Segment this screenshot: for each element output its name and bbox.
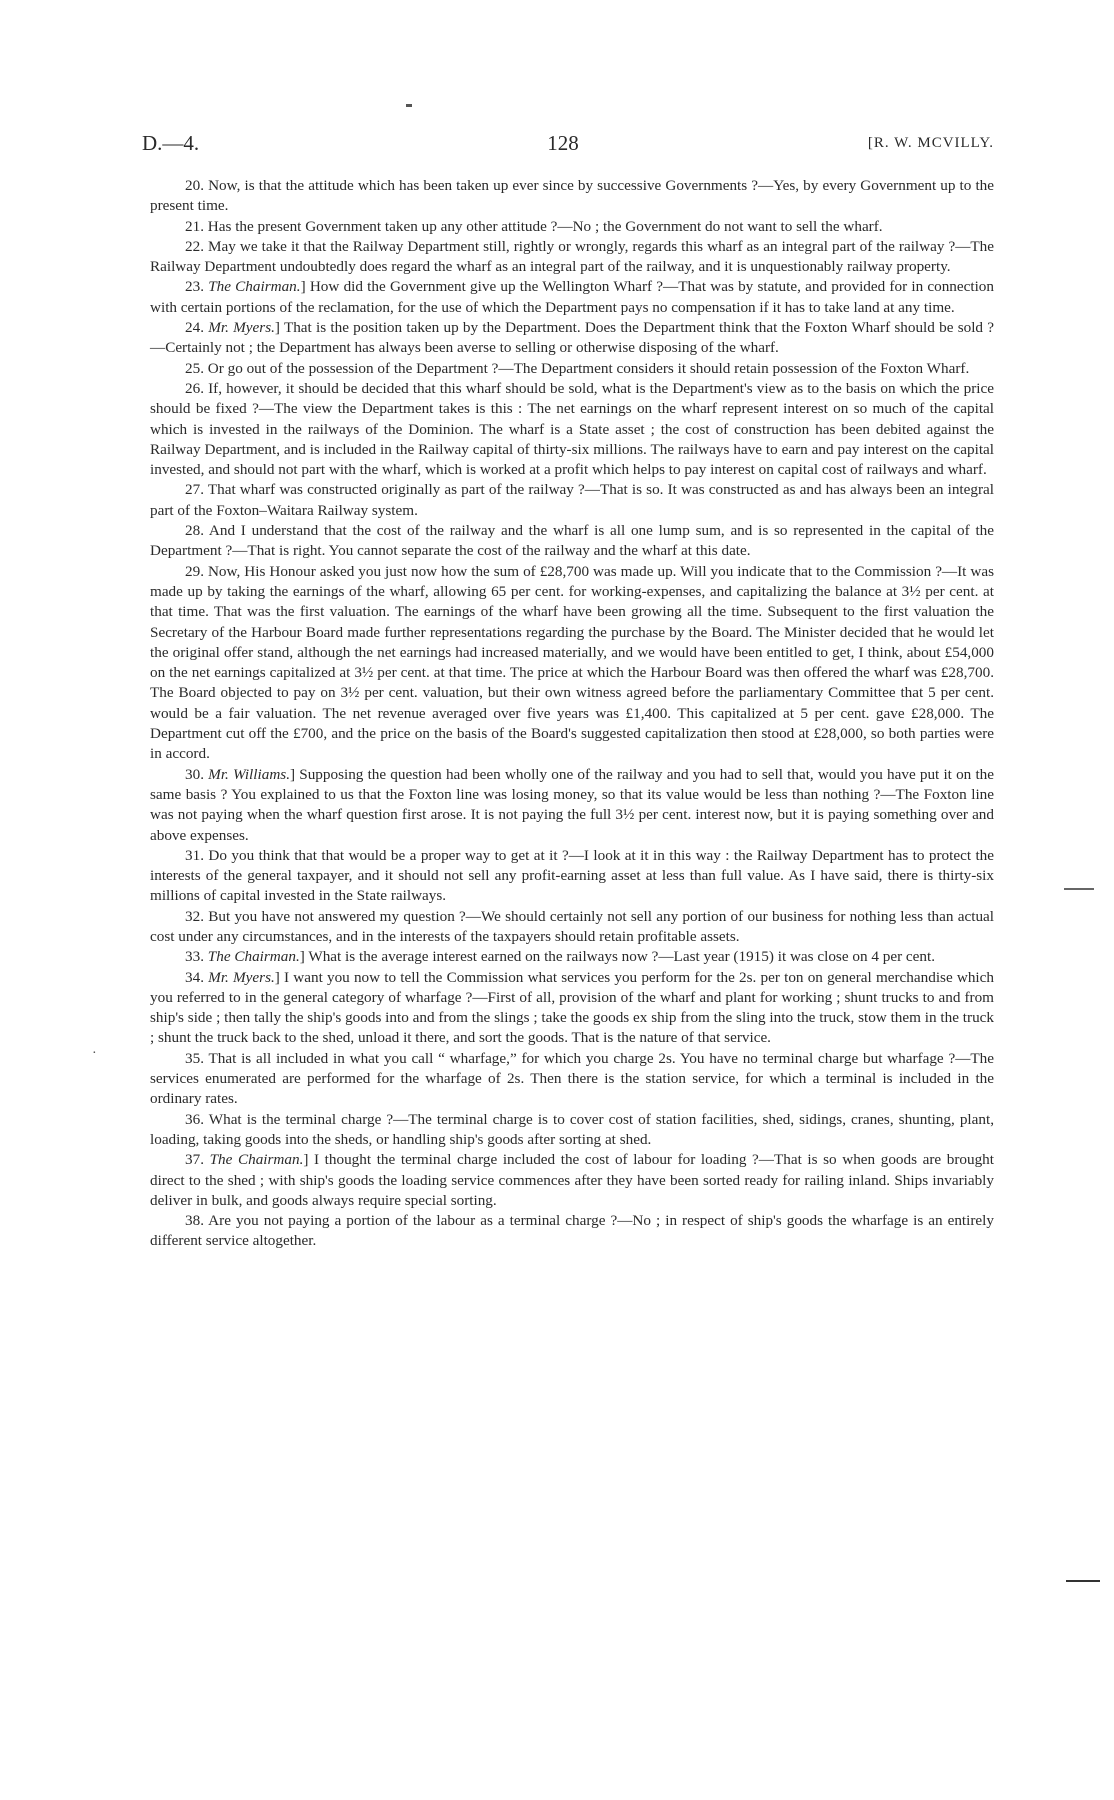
question-paragraph <box>150 846 994 907</box>
question-answer-text: What is the average interest earned on the railways now ?—Last year (1915) it was close on 4 per cent. <box>308 948 936 966</box>
speaker-name: Mr. Myers. <box>208 968 275 986</box>
question-number: 22. <box>185 237 204 255</box>
question-number: 23. <box>185 278 204 296</box>
question-number: 28. <box>185 522 204 540</box>
witness-name: [R. W. MCVILLY. <box>867 135 994 151</box>
page-header <box>132 128 994 158</box>
question-answer-text: How did the Government give up the Wellington Wharf ?—That was by statute, and provided for in connection with certain portions of the reclamation, for the use of which the Department pays no compensation if it has to take land at any time. <box>150 278 994 316</box>
question-number: 26. <box>185 379 204 397</box>
speaker-name: The Chairman. <box>208 278 301 296</box>
question-number: 27. <box>185 481 204 499</box>
question-number: 29. <box>185 562 204 580</box>
question-paragraph <box>150 176 994 217</box>
question-answer-text: Now, His Honour asked you just now how the sum of £28,700 was made up. Will you indicate that to the Commission ?—It was made up by taking the earnings of the wharf, allowing 65 per cent. for working-expenses, and capitalizing the balance at 3½ per cent. at that time. That was the first valuation. The earnings of the wharf have been growing all the time. Subsequent to the first valuation the Secretary of the Harbour Board made further representations regarding the purchase by the Board. The Minister decided that he would let the original offer stand, although the net earnings had increased materially, and we would have been entitled to get, I think, about £54,000 on the net earnings capitalized at 3½ per cent. at that time. The price at which the Harbour Board was then offered the wharf was £28,700. The Board objected to pay on 3½ per cent. valuation, but their own witness agreed before the parliamentary Committee that 5 per cent. would be a fair valuation. The net revenue averaged over five years was £1,400. This capitalized at 5 per cent. gave £28,000. The Department cut off the £700, and the price on the basis of the Board's suggested capitalization then stood at £28,000, so both parties were in accord. <box>150 562 994 763</box>
question-number: 24. <box>185 319 204 337</box>
question-paragraph: 30. Mr. Williams.] Supposing the question had been wholly one of the railway and you had to sell that, would you have put it on the same basis ? You explained to us that the Foxton line was losing money, so that its value would be less than nothing ?—The Foxton line was not paying when the wharf question first arose. It is not paying the full 3½ per cent. interest now, but it is paying something over and above expenses. <box>150 765 995 844</box>
page-number: 128 <box>547 131 579 155</box>
scan-speck-top <box>406 104 412 107</box>
document-reference: D.—4. <box>142 131 200 155</box>
question-number: 20. <box>185 177 204 194</box>
question-answer-text: Do you think that that would be a proper way to get at it ?—I look at it in this way : the Railway Department has to protect the interests of the general taxpayer, and it should not sell any profit-earning asset at less than full value. As I have said, there is thirty-six millions of capital invested in the State railways. <box>150 846 995 905</box>
question-answer-text: Has the present Government taken up any other attitude ?—No ; the Government do not want to sell the wharf. <box>207 217 883 235</box>
question-number: 36. <box>185 1110 204 1128</box>
question-answer-text: That is all included in what you call “ wharfage,” for which you charge 2s. You have no terminal charge but wharfage ?—The services enumerated are performed for the wharfage of 2s. Then there is the station service, for which a terminal is included in the ordinary rates. <box>150 1049 994 1108</box>
question-paragraph <box>150 1211 994 1252</box>
question-number: 34. <box>185 968 204 986</box>
question-paragraph <box>150 521 994 562</box>
question-paragraph: 23. The Chairman.] How did the Government give up the Wellington Wharf ?—That was by statute, and provided for in connection with certain portions of the reclamation, for the use of which the Department pays no compensation if it has to take land at any time. <box>150 278 994 316</box>
question-paragraph: 33. The Chairman.] What is the average interest earned on the railways now ?—Last year (1915) it was close on 4 per cent. <box>185 948 936 966</box>
question-answer-text: Or go out of the possession of the Department ?—The Department considers it should retain possession of the Foxton Wharf. <box>207 359 970 377</box>
question-paragraph <box>150 237 994 278</box>
question-number: 31. <box>185 846 204 864</box>
question-paragraph: 34. Mr. Myers.] I want you now to tell the Commission what services you perform for the 2s. per ton on general merchandise which you referred to in the general category of wharfage ?—First of all, provision of the wharf and plant for working ; shunt trucks to and from ship's side ; then tally the ship's goods into and from the slings ; take the goods ex ship from the sling into the truck, stow them in the truck ; shunt the truck back to the shed, unload it there, and sort the goods. That is the nature of that service. <box>150 968 994 1047</box>
question-paragraph <box>150 562 994 765</box>
question-answer-text: Now, is that the attitude which has been taken up ever since by successive Governments ?—Yes, by every Government up to the present time. <box>150 177 994 215</box>
question-answer-text: May we take it that the Railway Department still, rightly or wrongly, regards this wharf as an integral part of the railway ?—The Railway Department undoubtedly does regard the wharf as an integral part of the railway, and it is unquestionably railway property. <box>150 237 994 276</box>
question-answer-text: Supposing the question had been wholly one of the railway and you had to sell that, would you have put it on the same basis ? You explained to us that the Foxton line was losing money, so that its value would be less than nothing ?—The Foxton line was not paying when the wharf question first arose. It is not paying the full 3½ per cent. interest now, but it is paying something over and above expenses. <box>150 765 995 844</box>
scan-speck-right-upper <box>1064 888 1094 890</box>
question-answer-text: That wharf was constructed originally as part of the railway ?—That is so. It was constructed as and has always been an integral part of the Foxton–Waitara Railway system. <box>150 481 994 519</box>
question-answer-text: But you have not answered my question ?—We should certainly not sell any portion of our business for nothing less than actual cost under any circumstances, and in the interests of the taxpayers should retain profitable assets. <box>150 907 994 945</box>
question-number: 37. <box>185 1151 204 1169</box>
question-answer-text: And I understand that the cost of the railway and the wharf is all one lump sum, and is so represented in the capital of the Department ?—That is right. You cannot separate the cost of the railway and the wharf at this date. <box>150 522 995 560</box>
question-answer-text: I thought the terminal charge included the cost of labour for loading ?—That is so when goods are brought direct to the shed ; with ship's goods the loading service commences after they have been sorted ready for railing inland. Ships invariably deliver in bulk, and goods always require special sorting. <box>150 1151 994 1209</box>
question-number: 30. <box>185 765 204 783</box>
question-paragraph <box>150 359 994 379</box>
question-answer-text: Are you not paying a portion of the labour as a terminal charge ?—No ; in respect of ship's goods the wharfage is an entirely different service altogether. <box>150 1212 994 1250</box>
question-number: 32. <box>185 907 204 925</box>
question-paragraph <box>150 379 994 480</box>
question-number: 33. <box>185 948 204 966</box>
question-paragraph <box>150 1049 994 1110</box>
question-number: 25. <box>185 359 204 377</box>
question-answer-text: That is the position taken up by the Department. Does the Department think that the Foxton Wharf should be sold ?—Certainly not ; the Department has always been averse to selling or otherwise disposing of the wharf. <box>150 319 994 357</box>
question-paragraph: 37. The Chairman.] I thought the terminal charge included the cost of labour for loading ?—That is so when goods are brought direct to the shed ; with ship's goods the loading service commences after they have been sorted ready for railing inland. Ships invariably deliver in bulk, and goods always require special sorting. <box>150 1151 994 1209</box>
speaker-name: Mr. Williams. <box>208 765 290 783</box>
speaker-name: The Chairman. <box>207 948 300 966</box>
testimony-text <box>150 176 994 1252</box>
question-number: 21. <box>185 217 204 235</box>
question-answer-text: I want you now to tell the Commission what services you perform for the 2s. per ton on general merchandise which you referred to in the general category of wharfage ?—First of all, provision of the wharf and plant for working ; shunt trucks to and from ship's side ; then tally the ship's goods into and from the slings ; take the goods ex ship from the sling into the truck, stow them in the truck ; shunt the truck back to the shed, unload it there, and sort the goods. That is the nature of that service. <box>150 968 994 1047</box>
question-paragraph <box>150 217 994 237</box>
question-answer-text: What is the terminal charge ?—The terminal charge is to cover cost of station facilities, shed, sidings, cranes, shunting, plant, loading, taking goods into the sheds, or handling ship's goods after sorting at shed. <box>150 1110 994 1148</box>
question-paragraph <box>150 480 994 521</box>
question-paragraph: 24. Mr. Myers.] That is the position taken up by the Department. Does the Department think that the Foxton Wharf should be sold ?—Certainly not ; the Department has always been averse to selling or otherwise disposing of the wharf. <box>150 319 994 357</box>
question-paragraph <box>150 1110 994 1151</box>
speaker-name: Mr. Myers. <box>208 319 275 337</box>
speaker-name: The Chairman. <box>209 1151 304 1169</box>
scan-speck-right-lower <box>1066 1580 1100 1582</box>
question-number: 38. <box>185 1212 204 1230</box>
scan-speck-left: · <box>92 1046 97 1061</box>
question-paragraph <box>150 907 994 948</box>
question-answer-text: If, however, it should be decided that this wharf should be sold, what is the Department's view as to the basis on which the price should be fixed ?—The view the Department takes is this : The net earnings on the wharf represent interest on so much of the capital which is invested in the railways of the Dominion. The wharf is a State asset ; the cost of construction has been debited against the Railway Department, and is included in the Railway capital of thirty-six millions. The railways have to earn and pay interest on the capital invested, and should not part with the wharf, which is worked at a profit which helps to pay interest on capital cost of railways and wharf. <box>150 379 994 479</box>
question-number: 35. <box>185 1049 204 1067</box>
